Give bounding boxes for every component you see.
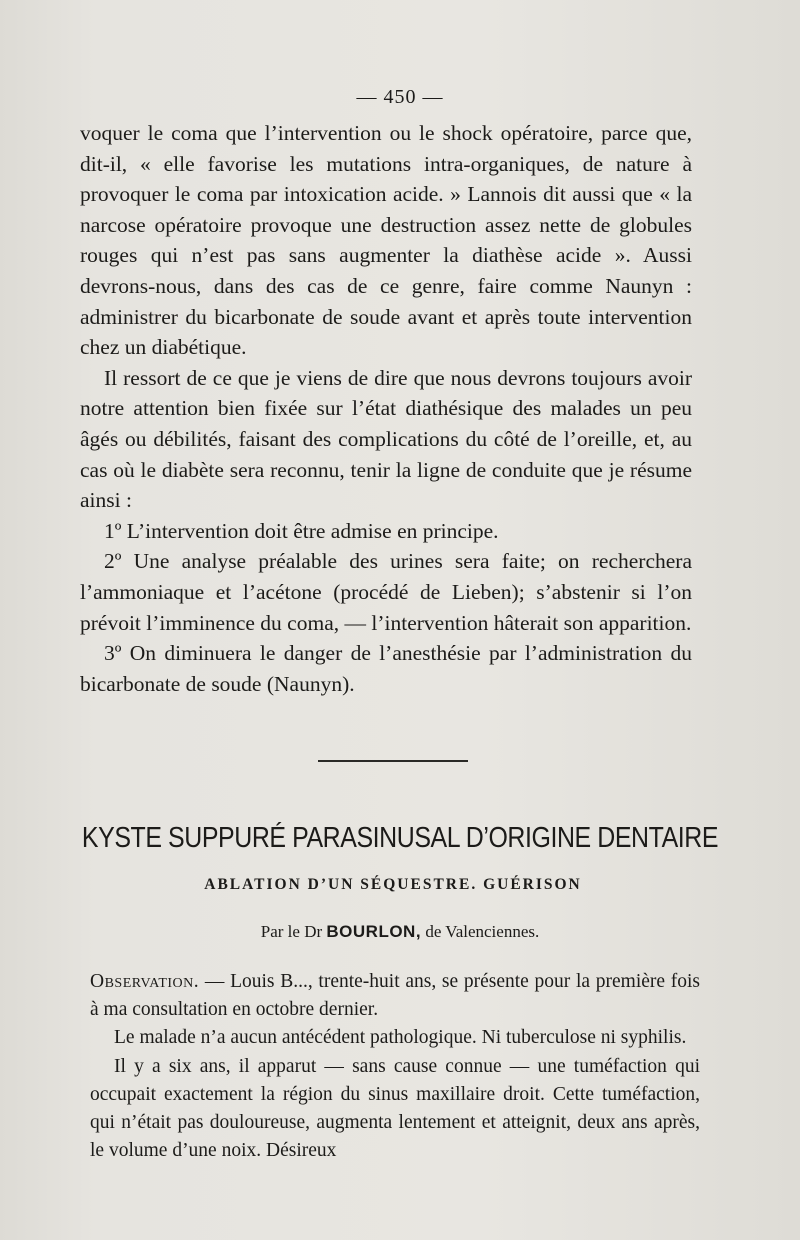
- section-divider: [318, 760, 468, 762]
- paragraph: voquer le coma que l’intervention ou le shock opératoire, parce que, dit-il, « elle favorise les mutations intra-organiques, de nature à provoquer le coma par intoxication acide. » Lannois dit aussi que « la narcose opératoire provoque une destruction assez nette de globules rouges qui n’est pas sans augmenter la diathèse acide ». Aussi devrons-nous, dans des cas de ce genre, faire comme Naunyn : administrer du bicarbonate de soude avant et après toute intervention chez un diabétique.: [80, 121, 692, 360]
- paragraph: [90, 968, 700, 1024]
- article-subtitle: ABLATION D’UN SÉQUESTRE. GUÉRISON: [204, 876, 582, 893]
- paragraph: Il y a six ans, il apparut — sans cause connue — une tuméfaction qui occupait exactement la région du sinus maxillaire droit. Cette tuméfaction, qui n’était pas douloureuse, augmenta lentement et atteignit, deux ans après, le volume d’une noix. Désireux: [90, 1055, 700, 1162]
- byline-prefix: Par le Dr: [260, 922, 323, 941]
- paragraph-text: — Louis B..., trente-huit ans, se présente pour la première fois à ma consultation en octobre dernier.: [90, 971, 700, 1021]
- section-2: [90, 968, 700, 1165]
- article-title: KYSTE SUPPURÉ PARASINUSAL D’ORIGINE DENTAIRE: [81, 822, 719, 854]
- list-item: 2º Une analyse préalable des urines sera faite; on recherchera l’ammoniaque et l’acétone (procédé de Lieben); s’abstenir si l’on prévoit l’imminence du coma, — l’intervention hâterait son apparition.: [80, 549, 692, 635]
- paragraph: Le malade n’a aucun antécédent pathologique. Ni tuberculose ni syphilis.: [114, 1027, 687, 1049]
- byline: [0, 922, 800, 942]
- author-name: BOURLON,: [326, 922, 422, 941]
- list-item: 3º On diminuera le danger de l’anesthésie par l’administration du bicarbonate de soude (Naunyn).: [80, 641, 692, 696]
- section-1: [80, 118, 692, 699]
- observation-label: Observation.: [90, 971, 200, 992]
- byline-suffix: de Valenciennes.: [425, 922, 540, 941]
- paragraph: Il ressort de ce que je viens de dire que nous devrons toujours avoir notre attention bien fixée sur l’état diathésique des malades un peu âgés ou débilités, faisant des complications du côté de l’oreille, et, au cas où le diabète sera reconnu, tenir la ligne de conduite que je résume ainsi :: [80, 365, 692, 513]
- page-number: — 450 —: [356, 86, 444, 108]
- list-item: 1º L’intervention doit être admise en principe.: [104, 518, 499, 543]
